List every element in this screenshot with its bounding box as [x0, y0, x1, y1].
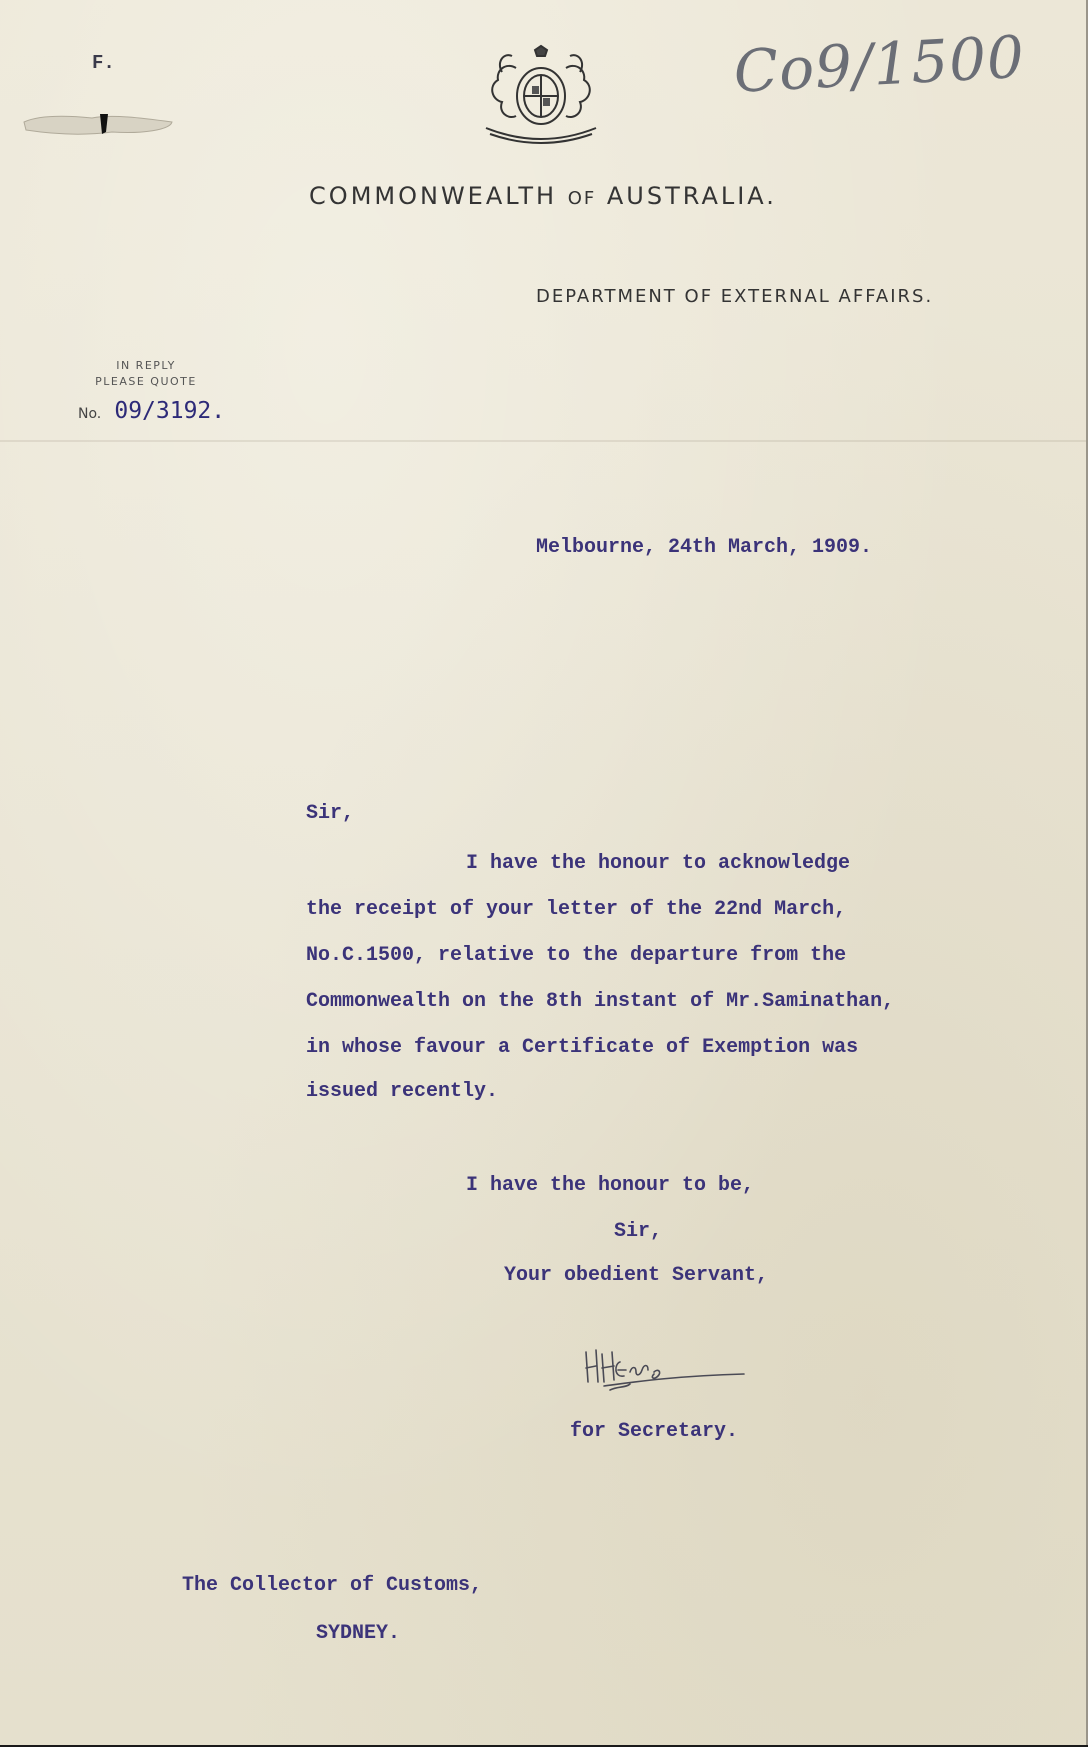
- fold-line: [0, 440, 1086, 442]
- salutation: Sir,: [306, 802, 355, 825]
- handwritten-reference: Co9/1500: [732, 22, 1027, 106]
- signatory-title: for Secretary.: [570, 1420, 739, 1443]
- reply-line-2: PLEASE QUOTE: [95, 375, 197, 388]
- body-line: issued recently.: [306, 1080, 499, 1103]
- body-line: Commonwealth on the 8th instant of Mr.Saminathan,: [306, 990, 895, 1013]
- date-line: Melbourne, 24th March, 1909.: [536, 536, 873, 559]
- closing-line-1: I have the honour to be,: [466, 1174, 755, 1197]
- letterhead-title-part2: OF: [567, 188, 597, 209]
- reply-line-1: IN REPLY: [116, 359, 176, 372]
- coat-of-arms-icon: [466, 38, 616, 150]
- body-line: No.C.1500, relative to the departure from the: [306, 944, 847, 967]
- letterhead-title-part3: AUSTRALIA.: [606, 182, 777, 210]
- letterhead-title-part1: COMMONWEALTH: [309, 182, 558, 210]
- addressee-line-1: The Collector of Customs,: [182, 1574, 483, 1597]
- body-line: in whose favour a Certificate of Exemption was: [306, 1036, 859, 1059]
- letterhead-title: [0, 182, 1086, 210]
- reference-label: No.: [78, 406, 102, 422]
- reference-number-line: [78, 398, 225, 424]
- file-mark: F.: [92, 52, 115, 74]
- closing-line-3: Your obedient Servant,: [504, 1264, 769, 1287]
- reference-number: 09/3192.: [114, 398, 226, 424]
- body-line: the receipt of your letter of the 22nd March,: [306, 898, 847, 921]
- reply-instruction: [86, 358, 206, 390]
- addressee-line-2: SYDNEY.: [316, 1622, 401, 1645]
- body-line: I have the honour to acknowledge: [466, 852, 851, 875]
- punch-hole-tear: [22, 108, 174, 140]
- signature: [580, 1342, 750, 1398]
- closing-line-2: Sir,: [614, 1220, 663, 1243]
- department-name: DEPARTMENT OF EXTERNAL AFFAIRS.: [536, 286, 934, 307]
